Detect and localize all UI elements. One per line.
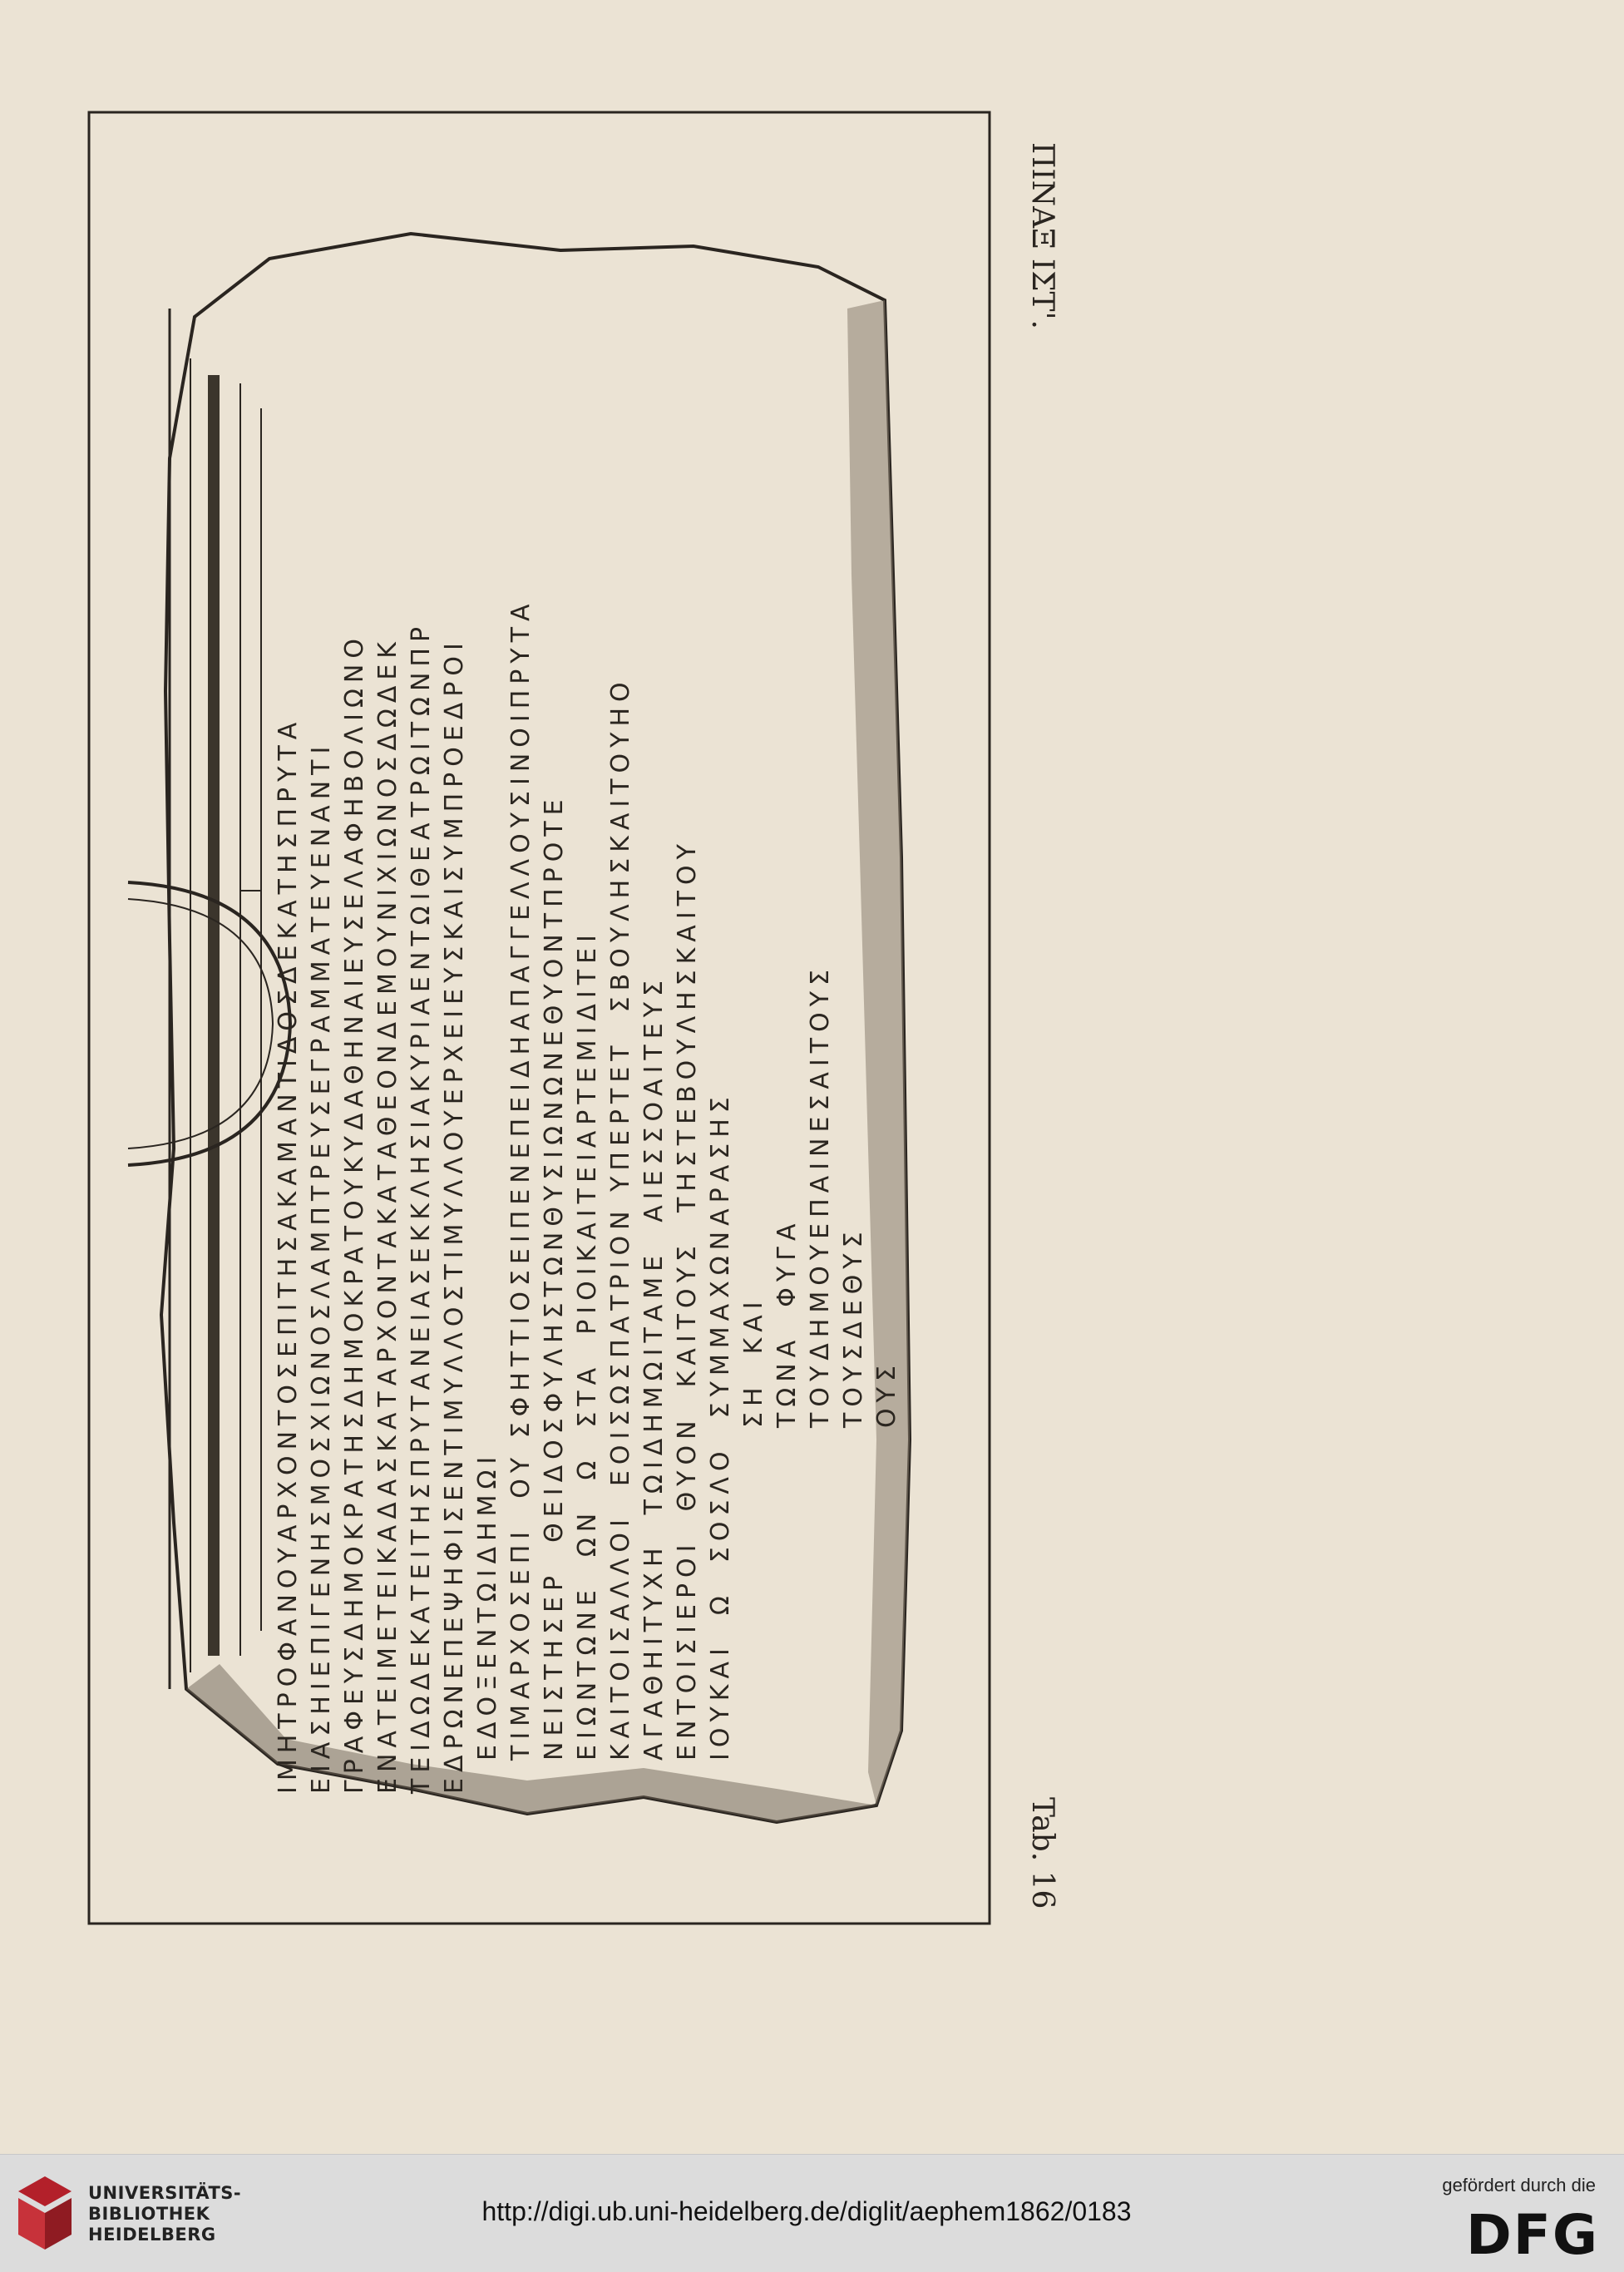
inscription-line: ΕΔΡΩΝΕΠΕΨΗΦΙΣΕΝΤΙΜΥΛΛΟΣΤΙΜΥΛΛΟΥΕΡΧΕΙΕΥΣΚΑΙΣΥΜΠΡΟΕΔΡΟΙ [440, 637, 469, 1794]
library-name-line: UNIVERSITÄTS- [88, 2183, 242, 2203]
inscription-line: ΙΟΥΚΑΙ Ω ΣΟΣΛΟ ΣΥΜΜΑΧΩΝΑΡΑΣΗΣ [706, 1091, 735, 1761]
plate-number: ΠΙΝΑΞ ΙΣΤ'. [1025, 142, 1059, 329]
library-name [88, 2183, 241, 2245]
inscription-line: ΕΔΟΞΕΝΤΩΙΔΗΜΩΙ [473, 1450, 502, 1761]
inscription-line: ΚΑΙΤΟΙΣΑΛΛΟΙ ΕΟΙΣΩΣΠΑΤΡΙΟΝ ΥΠΕΡΤΕΤ ΣΒΟΥΛΗΣΚΑΙΤΟΥΗΟ [606, 676, 635, 1761]
permalink-url[interactable]: http://digi.ub.uni-heidelberg.de/diglit/aephem1862/0183 [481, 2196, 1132, 2226]
funded-by-text: gefördert durch die [1442, 2175, 1596, 2195]
moulding-band [208, 375, 220, 1656]
inscription-line: ΤΟΥΣΔΕΘΥΣ [839, 1226, 868, 1428]
inscription-line: ΕΙΑΣΗΙΕΠΙΓΕΝΗΣΜΟΣΧΙΩΝΟΣΛΑΜΠΤΡΕΥΣΕΓΡΑΜΜΑΤΕΥΕΝΑΝΤΙ [307, 740, 336, 1794]
inscription-line: ΕΙΩΝΤΩΝΕ ΩΝ Ω ΣΤΑ ΡΙΟΙΚΑΙΤΕΙΑΡΤΕΜΙΔΙΤΕΙ [573, 929, 602, 1761]
footer-bar [0, 2154, 1624, 2272]
library-name-line: HEIDELBERG [88, 2225, 216, 2245]
inscription-line: ΤΟΥΔΗΜΟΥΕΠΑΙΝΕΣΑΙΤΟΥΣ [806, 964, 835, 1428]
inscription-line: ΟΥΣ [872, 1360, 901, 1428]
dfg-logo: DFG [1465, 2203, 1599, 2267]
inscription-line: ΑΓΑΘΗΙΤΥΧΗ ΤΩΙΔΗΜΩΙΤΑΜΕ ΑΙΕΣΣΟΑΙΤΕΥΣ [639, 975, 669, 1761]
library-name-line: BIBLIOTHEK [88, 2204, 210, 2224]
inscription-line: ΣΗ ΚΑΙ [739, 1296, 768, 1428]
inscription-line: ΕΝΑΤΕΙΜΕΤΕΙΚΑΔΑΣΚΑΤΑΡΧΟΝΤΑΚΑΤΑΘΕΟΝΔΕΜΟΥΝΙΧΙΩΝΟΣΔΩΔΕΚ [373, 636, 402, 1794]
inscription-line: ΕΝΤΟΙΣΙΕΡΟΙ ΘΥΟΝ ΚΑΙΤΟΥΣ ΤΗΣΤΕΒΟΥΛΗΣΚΑΙΤΟΥ [673, 838, 702, 1761]
inscription-line: ΤΩΝΑ ΦΥΓΑ [773, 1217, 802, 1428]
inscription-line: ΙΜΗΤΡΟΦΑΝΟΥΑΡΧΟΝΤΟΣΕΠΙΤΗΣΑΚΑΜΑΝΤΙΔΟΣΔΕΚΑΤΗΣΠΡΥΤΑ [274, 716, 303, 1794]
inscription-plate [86, 109, 1059, 1927]
inscription-line: ΤΕΙΔΩΔΕΚΑΤΕΙΤΗΣΠΡΥΤΑΝΕΙΑΣΕΚΚΛΗΣΙΑΚΥΡΙΑΕΝΤΩΙΘΕΑΤΡΩΙΤΩΝΠΡ [407, 620, 436, 1794]
inscription-line: ΝΕΙΣΤΗΣΕΡ ΘΕΙΔΟΣΦΥΛΗΣΤΩΝΘΥΣΙΩΝΩΝΕΘΥΟΝΤΠΡΟΤΕ [540, 793, 569, 1761]
university-library-logo-icon [15, 2173, 75, 2253]
inscription-line: ΓΡΑΦΕΥΣΔΗΜΟΚΡΑΤΗΣΔΗΜΟΚΡΑΤΟΥΚΥΔΑΘΗΝΑΙΕΥΣΕΛΑΦΗΒΟΛΙΩΝΟ [340, 633, 369, 1794]
inscription-line: ΤΙΜΑΡΧΟΣΕΠΙ ΟΥ ΣΦΗΤΤΙΟΣΕΙΠΕΝΕΠΕΙΔΗΑΠΑΓΓΕΛΛΟΥΣΙΝΟΙΠΡΥΤΑ [506, 598, 536, 1761]
tab-label: Tab. 16 [1025, 1797, 1059, 1909]
